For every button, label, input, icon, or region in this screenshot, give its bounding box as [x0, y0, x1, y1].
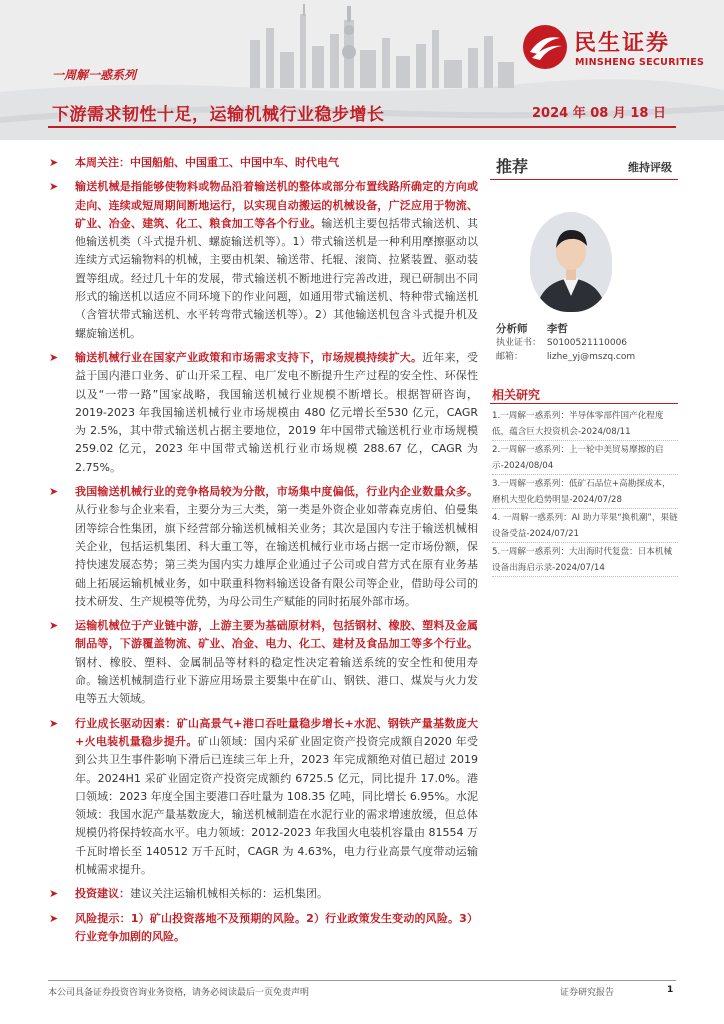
bullet-arrow-icon: ➤ [49, 716, 59, 730]
analyst-info [496, 322, 676, 364]
bullet-highlight: 运输机械位于产业链中游，上游主要为基础原材料，包括钢材、橡胶、塑料及金属制品等，下游覆盖物流、矿业、冶金、电力、化工、建材及食品加工等多个行业。 [75, 619, 478, 651]
bullet-highlight: 输送机械行业在国家产业政策和市场需求支持下，市场规模持续扩大。 [75, 350, 423, 364]
bullet-arrow-icon: ➤ [49, 911, 59, 925]
related-report-link[interactable]: 1.一周解一惑系列：半导体零部件国产化程度低，蕴含巨大投资机会-2024/08/11 [492, 408, 678, 441]
analyst-cert: S0100521110006 [546, 338, 628, 348]
sidebar [490, 146, 678, 573]
bullet-growth-drivers [48, 715, 478, 880]
related-report-link[interactable]: 2.一周解一惑系列：上一轮中美贸易摩擦的启示-2024/08/04 [492, 442, 678, 475]
related-report-link[interactable]: 3.一周解一惑系列：低矿石品位+高勘探成本，磨机大型化趋势明显-2024/07/28 [492, 476, 678, 509]
bullet-industry-chain [48, 617, 478, 708]
minsheng-logo-mark-icon [522, 24, 568, 70]
bullet-text: 建议关注运输机械相关标的：运机集团。 [130, 887, 328, 901]
bullet-highlight: 行业成长驱动因素：矿山高景气+港口吞吐量稳步增长+水泥、钢铁产量基数庞大+火电装机量稳步提升。 [75, 716, 478, 748]
bullet-highlight: 投资建议： [75, 887, 130, 901]
bullet-risk-warning [48, 910, 478, 947]
bullet-highlight: 我国输送机械行业的竞争格局较为分散，市场集中度偏低，行业内企业数量众多。 [75, 485, 478, 499]
analyst-email[interactable]: lizhe_yj@mszq.com [546, 352, 636, 362]
series-label: 一周解一惑系列 [52, 68, 137, 82]
bullet-competition [48, 483, 478, 611]
analyst-photo [530, 212, 612, 312]
page-number: 1 [667, 985, 674, 995]
header-banner [0, 0, 724, 140]
rating-box [490, 146, 678, 180]
bullet-text: 从行业参与企业来看，主要分为三大类，第一类是外资企业如蒂森克虏伯、伯曼集团等综合性集团，旗下经营部分输送机械相关业务；其次是国内专注于输送机械相关企业，包括运机集团、科大重工等，在输送机械行业市场占据一定市场份额，保持快速发展态势；第三类为国内实力雄厚企业通过子公司或自营方式在原有业务基础上拓展运输机械业务，如中联重科物料输送设备有限公司等企业，借助母公司的技术研发、生产规模等优势，为母公司生产赋能的同时拓展外部市场。 [75, 503, 478, 608]
bullet-text: 钢材、橡胶、塑料、金属制品等材料的稳定性决定着输送系统的安全性和使用寿命。输送机械制造行业下游应用场景主要集中在矿山、钢铁、港口、煤炭与火力发电等五大领域。 [75, 655, 478, 706]
report-body [48, 154, 478, 952]
rating-tag: 推荐 [496, 157, 529, 176]
analyst-email-label: 邮箱： [496, 352, 524, 362]
title-divider [48, 126, 676, 128]
bullet-text: 输送机主要包括带式输送机、其他输送机类（斗式提升机、螺旋输送机等）。1）带式输送机是一种利用摩擦驱动以连续方式运输物料的机械，主要由机架、输送带、托辊、滚筒、拉紧装置、驱动装置等组成。经过几十年的发展，带式输送机不断地进行完善改进，现已研制出不同形式的输送机以适应不同环境下的作业问题，如通用带式输送机、特种带式输送机（含管状带式输送机、水平转弯带式输送机等）。2）其他输送机包含斗式提升机及螺旋输送机。 [75, 216, 479, 340]
bullet-text: 近年来，受益于国内港口业务、矿山开采工程、电厂发电不断提升生产过程的安全性、环保性以及“一带一路”国家战略，我国输送机械行业规模不断增长。根据智研咨询，2019-2023 年我国输送机械行业市场规模由 480 亿元增长至530 亿元，CAGR 为 2.5%，其中带式输送机占据主要地位，2019 年中国带式输送机行业市场规模 259.02 亿元，2023 年中国带式输送机行业市场规模 288.67 亿，CAGR 为 2.75%。 [75, 350, 479, 474]
footer-divider [48, 980, 676, 981]
bullet-focus [48, 154, 478, 172]
related-report-link[interactable]: 5.一周解一惑系列：大出海时代复盘：日本机械设备出海启示录-2024/07/14 [492, 544, 678, 577]
bullet-highlight: 输送机械是指能够使物料或物品沿着输送机的整体或部分布置线路所确定的方向或走向、连续或短周期间断地运行，以实现自动搬运的机械设备，广泛应用于物流、矿业、冶金、建筑、化工、粮食加工等各个行业。 [75, 180, 478, 230]
logo-chinese-text: 民生证券 [574, 31, 671, 56]
analyst-role-label: 分析师 [496, 323, 528, 335]
analyst-cert-label: 执业证书： [496, 338, 542, 348]
related-report-link[interactable]: 4. 一周解一惑系列：AI 助力苹果“换机潮”，果链设备受益-2024/07/21 [492, 510, 678, 543]
report-date: 2024 年 08 月 18 日 [532, 106, 666, 121]
bullet-definition [48, 178, 478, 343]
bullet-highlight: 风险提示：1）矿山投资落地不及预期的风险。2）行业政策发生变动的风险。3）行业竞争加剧的风险。 [75, 911, 478, 943]
logo-english-text: MINSHENG SECURITIES [575, 57, 705, 68]
bullet-highlight: 本周关注：中国船舶、中国重工、中国中车、时代电气 [75, 156, 339, 169]
bullet-arrow-icon: ➤ [49, 485, 59, 499]
bullet-arrow-icon: ➤ [49, 619, 59, 633]
analyst-portrait-icon [530, 212, 612, 312]
bullet-market-size [48, 349, 478, 477]
bullet-text: 矿山领域：国内采矿业固定资产投资完成额自2020 年受到公共卫生事件影响下滑后已连续三年上升，2023 年完成额绝对值已超过 2019 年。2024H1 采矿业固定资产投资完成额约 6725.5 亿元，同比提升 17.0%。港口领域：2023 年度全国主要港口吞吐量为 108.35 亿吨，同比增长 6.95%。水泥领域：我国水泥产量基数庞大，输送机械制造在水泥行业的需求增速放缓，但总体规模仍将保持较高水平。电力领域：2012-2023 年我国火电装机容量由 81554 万千瓦时增长至 140512 万千瓦时，CAGR 为 4.63%，电力行业高景气度带动运输机械需求提升。 [75, 734, 478, 876]
minsheng-logo [522, 20, 712, 80]
bullet-arrow-icon: ➤ [49, 350, 59, 364]
report-title: 下游需求韧性十足，运输机械行业稳步增长 [52, 105, 385, 125]
bullet-arrow-icon: ➤ [49, 887, 59, 901]
bullet-investment-advice [48, 885, 478, 903]
related-research-list [492, 408, 678, 578]
related-research-title: 相关研究 [492, 388, 541, 402]
footer-doc-type: 证券研究报告 [560, 988, 615, 998]
bullet-arrow-icon: ➤ [49, 156, 59, 169]
bullet-arrow-icon: ➤ [49, 180, 59, 194]
related-research-header [490, 384, 678, 404]
rating-value: 维持评级 [628, 161, 672, 174]
analyst-name: 李哲 [546, 323, 568, 335]
footer-disclaimer: 本公司具备证券投资咨询业务资格，请务必阅读最后一页免责声明 [48, 988, 310, 998]
